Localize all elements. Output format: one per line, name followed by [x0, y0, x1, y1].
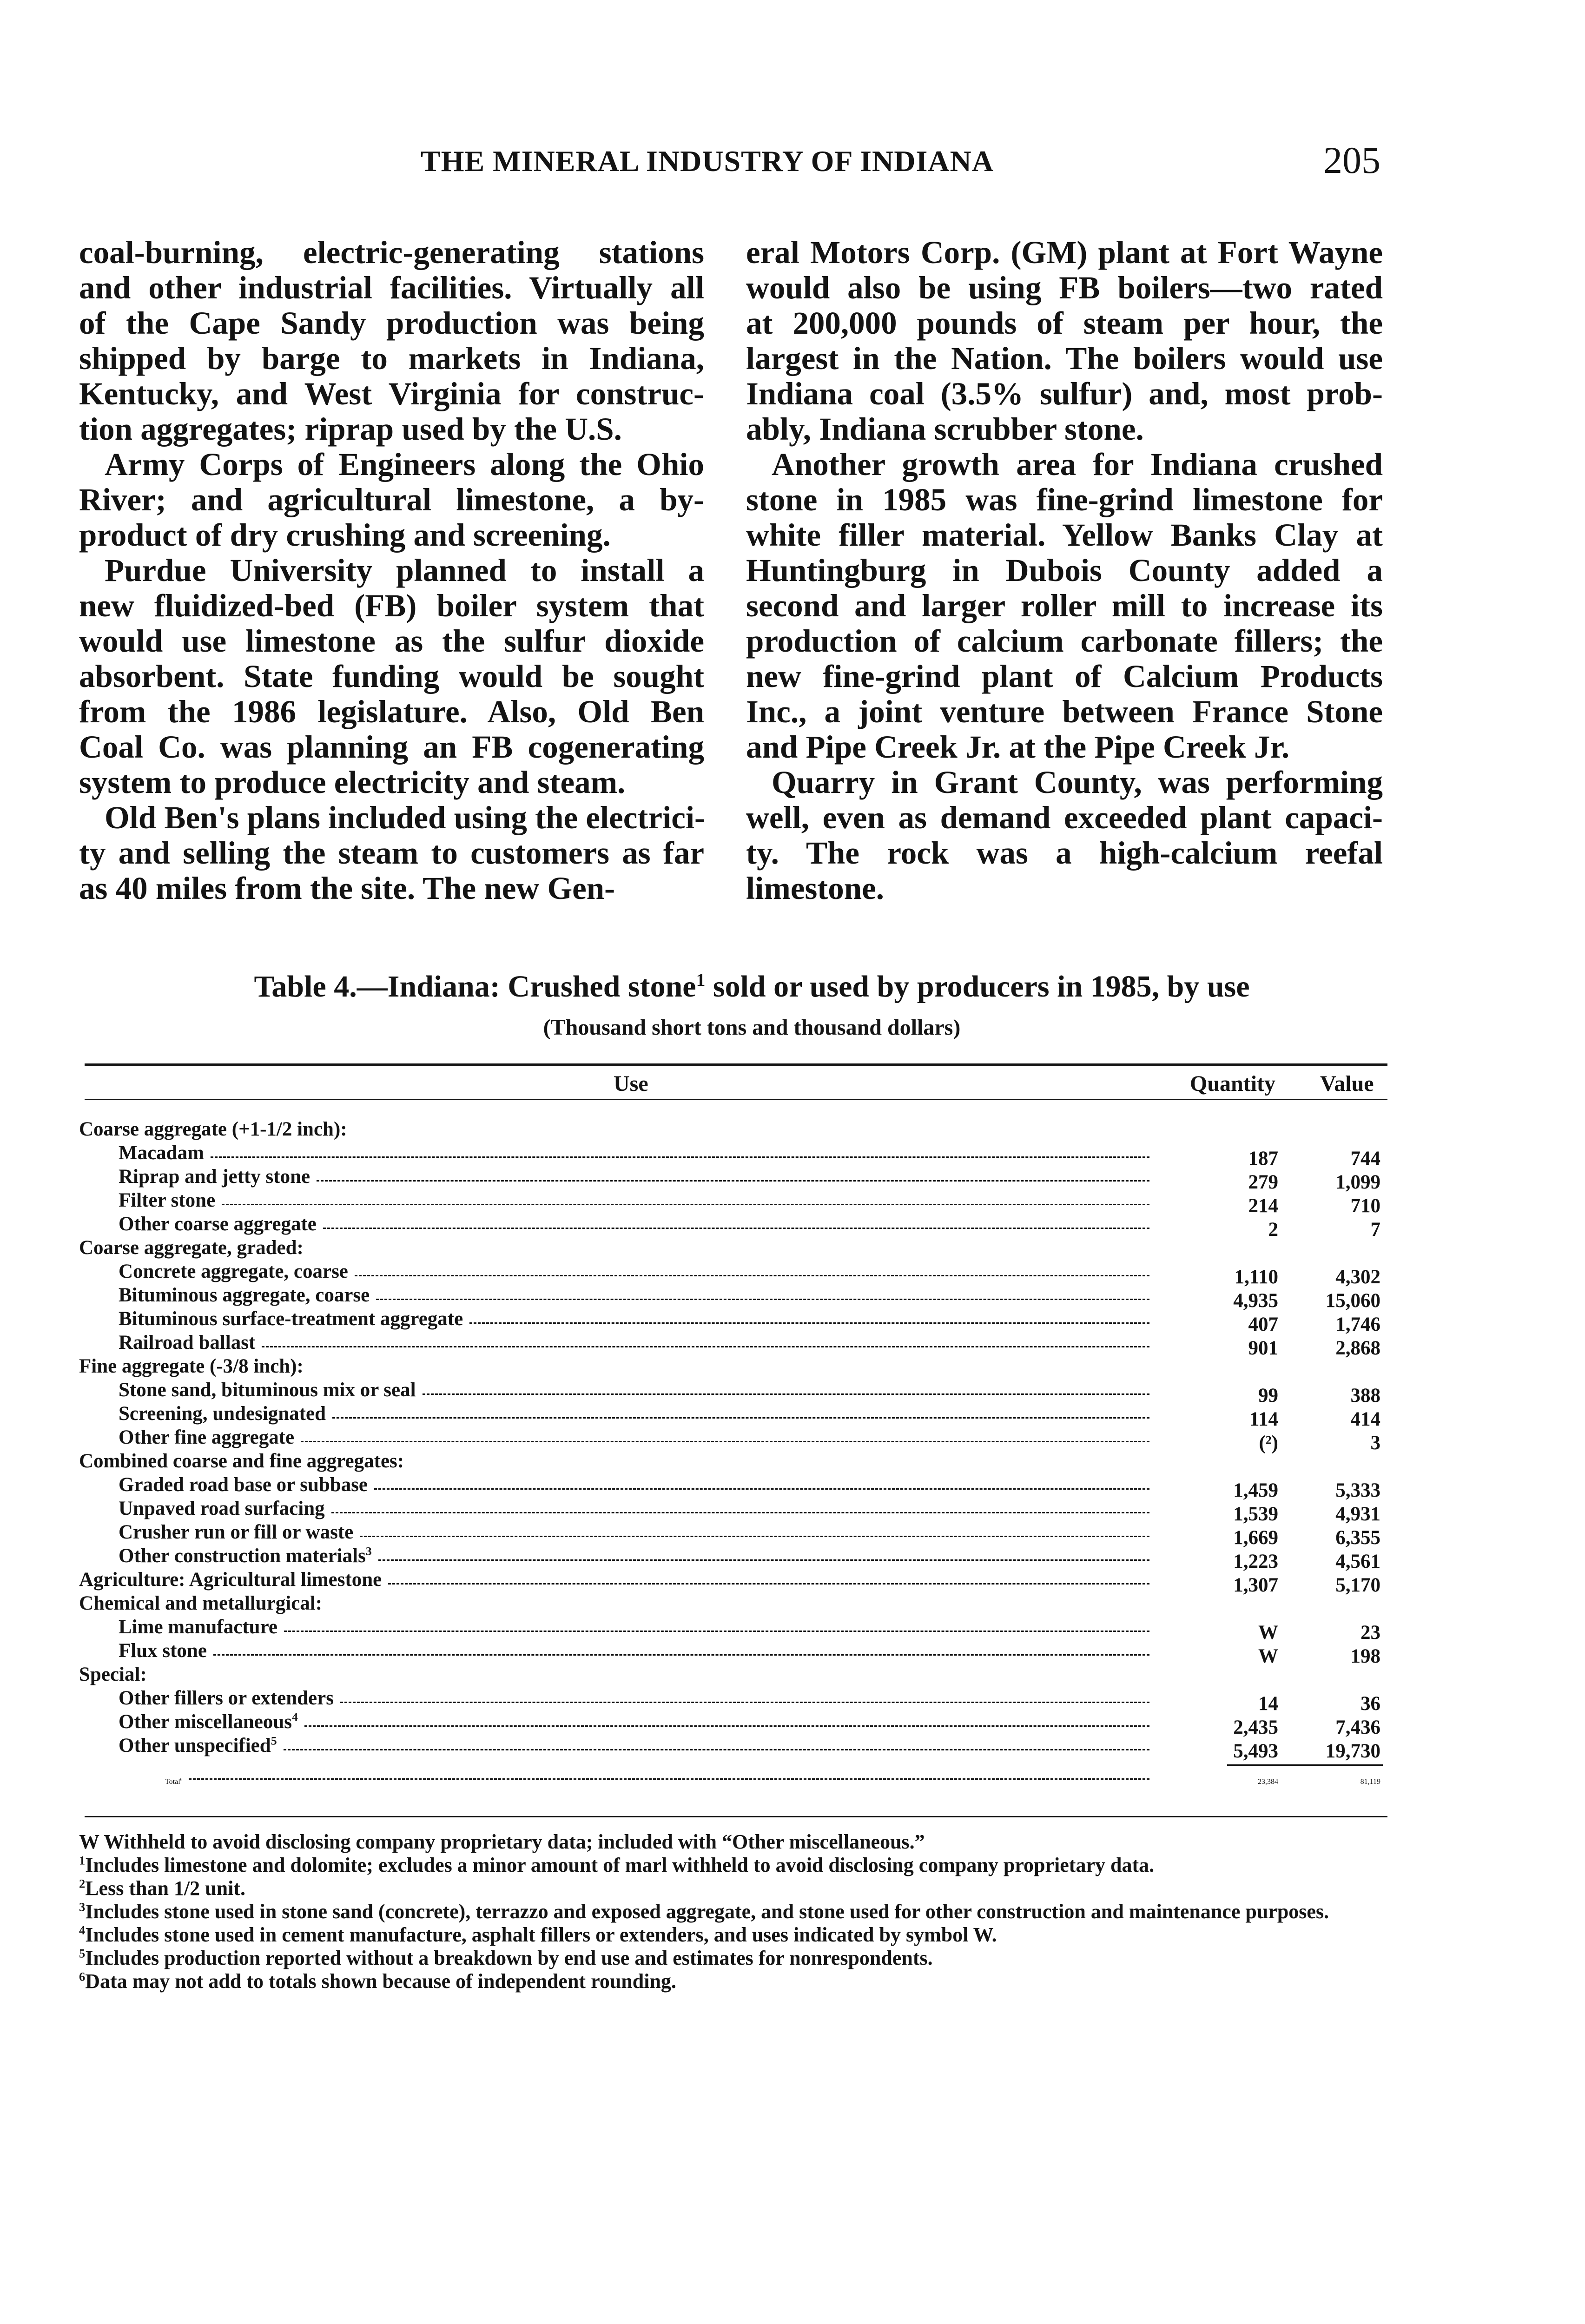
- row-quantity: 279: [1248, 1171, 1278, 1193]
- row-quantity: 1,223: [1233, 1551, 1278, 1572]
- text-line: ty and selling the steam to customers as far: [79, 835, 704, 871]
- row-value: 7: [1370, 1219, 1380, 1241]
- text-line: well, even as demand exceeded plant capaci-: [746, 800, 1383, 835]
- row-value: 3: [1370, 1432, 1380, 1454]
- row-quantity: 1,307: [1233, 1574, 1278, 1596]
- row-quantity: 114: [1249, 1408, 1278, 1430]
- column-header-value: Value: [1320, 1071, 1374, 1096]
- text-line: limestone.: [746, 871, 885, 906]
- row-label: Riprap and jetty stone: [119, 1166, 310, 1188]
- text-line: Indiana coal (3.5% sulfur) and, most prob-: [746, 376, 1383, 411]
- text-line: as 40 miles from the site. The new Gen-: [79, 871, 615, 906]
- text-line: and other industrial facilities. Virtually all: [79, 270, 704, 305]
- row-label: Stone sand, bituminous mix or seal: [119, 1379, 416, 1401]
- row-label: Other fine aggregate: [119, 1426, 295, 1448]
- row-quantity: 4,935: [1233, 1290, 1278, 1312]
- row-label: Combined coarse and fine aggregates:: [79, 1450, 404, 1472]
- crushed-stone-table: [79, 969, 1387, 1993]
- table-header-rule: [85, 1099, 1387, 1100]
- table-row: [79, 1379, 1387, 1406]
- row-quantity: 214: [1248, 1195, 1278, 1217]
- row-quantity: 1,669: [1233, 1527, 1278, 1549]
- text-line: largest in the Nation. The boilers would use: [746, 341, 1383, 376]
- table-footnotes: [79, 1830, 1387, 1993]
- table-row: [79, 1236, 1387, 1260]
- text-line: stone in 1985 was fine-grind limestone for: [746, 482, 1383, 517]
- text-line: product of dry crushing and screening.: [79, 517, 611, 553]
- row-label: Graded road base or subbase: [119, 1474, 368, 1496]
- text-line: from the 1986 legislature. Also, Old Ben: [79, 694, 704, 729]
- row-quantity: 2,435: [1233, 1717, 1278, 1738]
- table-row: [79, 1687, 1387, 1715]
- row-quantity: 187: [1248, 1148, 1278, 1169]
- table-row: [79, 1331, 1387, 1359]
- row-label: Lime manufacture: [119, 1616, 277, 1638]
- text-line: Inc., a joint venture between France Stone: [746, 694, 1383, 729]
- table-row: [79, 1426, 1387, 1454]
- table-row: [79, 1568, 1387, 1596]
- row-quantity: 1,539: [1233, 1503, 1278, 1525]
- text-line: absorbent. State funding would be sought: [79, 659, 704, 694]
- row-label: Special:: [79, 1664, 147, 1685]
- table-row: [79, 1521, 1387, 1549]
- table-row: [79, 1213, 1387, 1241]
- text-line: white filler material. Yellow Banks Clay at: [746, 517, 1383, 553]
- row-label: Crusher run or fill or waste: [119, 1521, 354, 1543]
- table-body: [79, 1118, 1387, 1762]
- table-row: [79, 1663, 1387, 1687]
- total-quantity: 23,384: [1258, 1778, 1278, 1786]
- row-value: 4,561: [1335, 1551, 1380, 1572]
- table-row: [79, 1284, 1387, 1312]
- table-row: Other miscellaneous$^4$ 2,435 7,436: [119, 1710, 1380, 1738]
- row-label: Bituminous surface-treatment aggregate: [119, 1308, 463, 1330]
- table-row: [79, 1189, 1387, 1217]
- total-label: Total: [165, 1778, 180, 1786]
- table-row: [79, 1260, 1387, 1288]
- table-row: Other construction materials$^3$ 1,223 4,561: [119, 1544, 1380, 1572]
- row-quantity: 2: [1268, 1219, 1278, 1241]
- row-quantity: 901: [1248, 1337, 1278, 1359]
- row-value: 4,302: [1335, 1266, 1380, 1288]
- row-quantity: 5,493: [1233, 1740, 1278, 1762]
- row-value: 5,170: [1335, 1574, 1380, 1596]
- table-row: [79, 1473, 1387, 1501]
- text-line: system to produce electricity and steam.: [79, 765, 626, 800]
- text-line: Huntingburg in Dubois County added a: [746, 553, 1383, 588]
- text-line: Purdue University planned to install a: [105, 553, 704, 588]
- row-label: Bituminous aggregate, coarse: [119, 1284, 370, 1306]
- row-value: 414: [1350, 1408, 1380, 1430]
- text-line: Another growth area for Indiana crushed: [772, 447, 1383, 482]
- page-header: [79, 139, 1380, 186]
- text-line: ty. The rock was a high-calcium reefal: [746, 835, 1383, 871]
- row-label: Unpaved road surfacing: [119, 1498, 325, 1519]
- row-value: 198: [1350, 1645, 1380, 1667]
- row-quantity: (²): [1259, 1432, 1278, 1454]
- table-header-row: [79, 1066, 1387, 1099]
- text-line: ably, Indiana scrubber stone.: [746, 411, 1144, 447]
- table-row: [79, 1118, 1387, 1142]
- row-value: 19,730: [1325, 1740, 1380, 1762]
- text-line: Quarry in Grant County, was performing: [772, 765, 1383, 800]
- row-quantity: 14: [1258, 1693, 1278, 1715]
- running-title: THE MINERAL INDUSTRY OF INDIANA: [421, 145, 994, 178]
- text-line: coal-burning, electric-generating stations: [79, 235, 704, 270]
- row-quantity: 1,459: [1233, 1479, 1278, 1501]
- row-label: Filter stone: [119, 1189, 216, 1211]
- text-line: second and larger roller mill to increase its: [746, 588, 1383, 623]
- table-row: [79, 1616, 1387, 1644]
- table-title: Table 4.—Indiana: Crushed stone$^1$ sold or used by producers in 1985, by use: [254, 970, 1250, 1004]
- row-label: Concrete aggregate, coarse: [119, 1261, 348, 1282]
- text-line: would also be using FB boilers—two rated: [746, 270, 1383, 305]
- row-label: Other construction materials: [119, 1545, 366, 1567]
- right-text-column: [746, 235, 1383, 906]
- row-quantity: W: [1258, 1622, 1278, 1644]
- row-label: Other miscellaneous: [119, 1711, 292, 1733]
- text-line: and Pipe Creek Jr. at the Pipe Creek Jr.: [746, 729, 1290, 765]
- text-line: at 200,000 pounds of steam per hour, the: [746, 305, 1383, 341]
- row-value: 2,868: [1335, 1337, 1380, 1359]
- row-value: 36: [1360, 1693, 1380, 1715]
- row-value: 15,060: [1325, 1290, 1380, 1312]
- page-number: 205: [1323, 139, 1380, 181]
- row-value: 23: [1360, 1622, 1380, 1644]
- row-value: 7,436: [1335, 1717, 1380, 1738]
- footnote: $^2$Less than 1/2 unit.: [79, 1876, 245, 1900]
- table-row: [79, 1450, 1387, 1473]
- row-label: Coarse aggregate, graded:: [79, 1237, 304, 1259]
- row-quantity: 1,110: [1234, 1266, 1278, 1288]
- text-line: shipped by barge to markets in Indiana,: [79, 341, 704, 376]
- total-rule: [1227, 1764, 1383, 1766]
- row-quantity: 99: [1258, 1385, 1278, 1406]
- table-row: Other unspecified$^5$ 5,493 19,730: [119, 1734, 1380, 1762]
- row-label: Agriculture: Agricultural limestone: [79, 1569, 382, 1591]
- footnote: $^1$Includes limestone and dolomite; excludes a minor amount of marl withheld to avoid disclosing company proprietary data.: [79, 1853, 1155, 1876]
- row-quantity: 407: [1248, 1314, 1278, 1335]
- text-line: Kentucky, and West Virginia for construc-: [79, 376, 704, 411]
- row-value: 5,333: [1335, 1479, 1380, 1501]
- row-label: Chemical and metallurgical:: [79, 1592, 323, 1614]
- row-value: 6,355: [1335, 1527, 1380, 1549]
- text-line: production of calcium carbonate fillers; the: [746, 623, 1383, 659]
- table-bottom-rule: [85, 1816, 1387, 1817]
- text-line: would use limestone as the sulfur dioxide: [79, 623, 704, 659]
- total-value: 81,119: [1360, 1778, 1380, 1786]
- text-line: Army Corps of Engineers along the Ohio: [105, 447, 704, 482]
- table-row: [79, 1355, 1387, 1379]
- footnote: W Withheld to avoid disclosing company proprietary data; included with “Other miscellaneous.”: [79, 1830, 925, 1853]
- column-header-quantity: Quantity: [1190, 1071, 1276, 1096]
- footnote: $^3$Includes stone used in stone sand (concrete), terrazzo and exposed aggregate, and stone used for other construction and maintenance purposes.: [79, 1900, 1329, 1923]
- row-value: 1,099: [1335, 1171, 1380, 1193]
- footnote: $^6$Data may not add to totals shown because of independent rounding.: [79, 1969, 676, 1993]
- table-total-row: Total$^6$ 23,384 81,119: [165, 1777, 1380, 1786]
- row-value: 744: [1350, 1148, 1380, 1169]
- row-label: Flux stone: [119, 1640, 207, 1662]
- row-quantity: W: [1258, 1645, 1278, 1667]
- column-header-use: Use: [614, 1071, 648, 1096]
- row-label: Macadam: [119, 1142, 204, 1164]
- table-row: [79, 1639, 1387, 1667]
- text-line: new fluidized-bed (FB) boiler system that: [79, 588, 704, 623]
- row-label: Fine aggregate (-3/8 inch):: [79, 1355, 304, 1377]
- row-value: 4,931: [1335, 1503, 1380, 1525]
- table-row: [79, 1307, 1387, 1335]
- row-label: Railroad ballast: [119, 1332, 256, 1353]
- row-value: 710: [1350, 1195, 1380, 1217]
- text-line: new fine-grind plant of Calcium Products: [746, 659, 1383, 694]
- table-row: [79, 1165, 1387, 1193]
- table-row: [79, 1497, 1387, 1525]
- table-row: [79, 1402, 1387, 1430]
- text-line: Coal Co. was planning an FB cogenerating: [79, 729, 704, 765]
- footnote: $^5$Includes production reported without a breakdown by end use and estimates for nonrespondents.: [79, 1946, 933, 1969]
- text-line: River; and agricultural limestone, a by-: [79, 482, 704, 517]
- table-subtitle: (Thousand short tons and thousand dollars): [543, 1015, 961, 1040]
- row-value: 388: [1350, 1385, 1380, 1406]
- text-line: tion aggregates; riprap used by the U.S.: [79, 411, 622, 447]
- text-line: of the Cape Sandy production was being: [79, 305, 704, 341]
- left-text-column: [79, 235, 704, 906]
- table-row: [79, 1592, 1387, 1616]
- row-label: Other fillers or extenders: [119, 1687, 334, 1709]
- table-row: [79, 1142, 1387, 1169]
- text-line: eral Motors Corp. (GM) plant at Fort Wayne: [746, 235, 1383, 270]
- row-label: Other coarse aggregate: [119, 1213, 317, 1235]
- row-label: Coarse aggregate (+1-1/2 inch):: [79, 1118, 347, 1140]
- footnote: $^4$Includes stone used in cement manufacture, asphalt fillers or extenders, and uses indicated by symbol W.: [79, 1923, 997, 1946]
- row-label: Screening, undesignated: [119, 1403, 326, 1425]
- row-label: Other unspecified: [119, 1735, 271, 1756]
- text-line: Old Ben's plans included using the electrici-: [105, 800, 705, 835]
- row-value: 1,746: [1335, 1314, 1380, 1335]
